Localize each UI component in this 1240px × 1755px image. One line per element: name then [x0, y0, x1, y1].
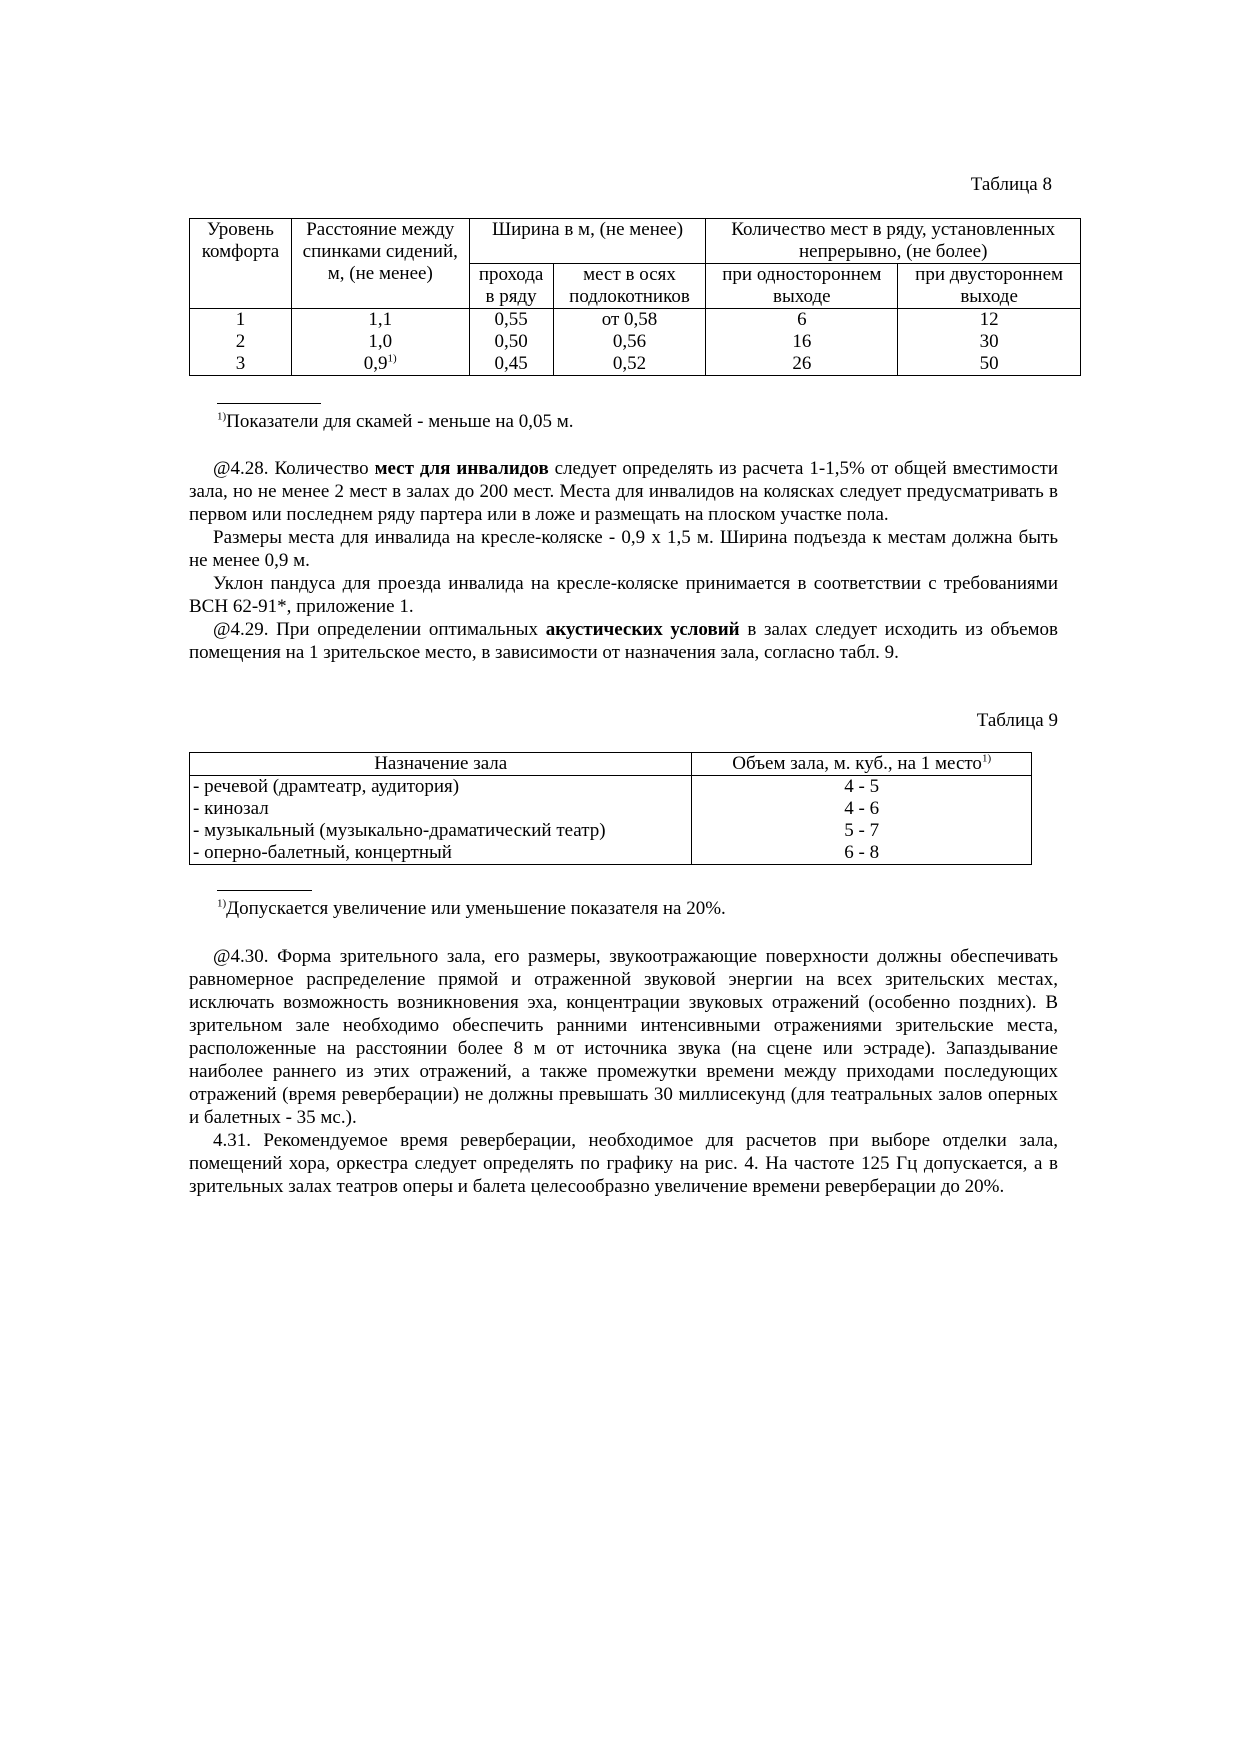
paragraph: [189, 457, 1058, 526]
table-row: [190, 842, 1032, 865]
table8-footnote: [217, 410, 573, 433]
cell-level: 2: [190, 331, 292, 353]
header-line: прохода: [478, 264, 544, 285]
cell-volume: 4 - 6: [692, 798, 1032, 820]
cell-one-side: 16: [706, 331, 898, 353]
paragraph: Размеры места для инвалида на кресле-коляске - 0,9 х 1,5 м. Ширина подъезда к местам должна быть не менее 0,9 м.: [189, 527, 1058, 571]
cell-seats: 0,52: [553, 353, 706, 376]
table8-header-seats: [553, 264, 706, 309]
cell-seats: от 0,58: [553, 309, 706, 332]
table8: [189, 218, 1081, 376]
cell-purpose: - музыкальный (музыкально-драматический театр): [190, 820, 692, 842]
text-run: @4.29. При определении оптимальных: [213, 619, 546, 640]
header-line: выходе: [773, 286, 831, 307]
header-line: подлокотников: [569, 286, 690, 307]
table8-header-width: Ширина в м, (не менее): [469, 219, 706, 264]
cell-level: 1: [190, 309, 292, 332]
table-row: [190, 820, 1032, 842]
table8-header-pass: [469, 264, 553, 309]
table8-header-two-side: [898, 264, 1081, 309]
cell-pass: 0,55: [469, 309, 553, 332]
header-line: мест в осях: [583, 264, 676, 285]
table-row: [190, 353, 1081, 376]
cell-value: 1,0: [368, 331, 393, 352]
table9-caption: Таблица 9: [976, 710, 1058, 731]
paragraph: [189, 618, 1058, 664]
footnote-mark: 1): [217, 897, 227, 910]
table-row: [190, 309, 1081, 332]
cell-two-side: 12: [898, 309, 1081, 332]
table9-footnote: [217, 897, 726, 920]
cell-purpose: - кинозал: [190, 798, 692, 820]
paragraph: Уклон пандуса для проезда инвалида на кресле-коляске принимается в соответствии с требованиями ВСН 62-91*, приложение 1.: [189, 573, 1058, 617]
cell-purpose: - речевой (драмтеатр, аудитория): [190, 776, 692, 799]
footnote-ref: 1): [387, 352, 397, 365]
header-line: Количество мест в ряду, установленных: [731, 219, 1056, 240]
cell-value: 1,1: [368, 309, 393, 330]
table-row: [190, 798, 1032, 820]
table8-header-level: [190, 219, 292, 309]
footnote-text: Допускается увеличение или уменьшение показателя на 20%.: [226, 898, 726, 919]
paragraph: 4.31. Рекомендуемое время реверберации, необходимое для расчетов при выборе отделки зала, помещений хора, оркестра следует определять по графику на рис. 4. На частоте 125 Гц допускается, а в зрительных залах театров оперы и балета целесообразно увеличение времени реверберации до 20%.: [189, 1130, 1058, 1197]
cell-distance: [291, 309, 469, 332]
header-text: Объем зала, м. куб., на 1 место: [732, 753, 982, 774]
text-run: следует определять из расчета 1-1,5% от общей вместимости зала, но не менее 2 мест в залах до 200 мест. Места для инвалидов на колясках следует предусматривать в первом или последнем ряду партера или в ложе и размещать на плоском участке пола.: [189, 458, 1058, 525]
table9-header-volume: [692, 753, 1032, 776]
cell-two-side: 50: [898, 353, 1081, 376]
footnote-mark: 1): [217, 410, 227, 423]
paragraph: @4.30. Форма зрительного зала, его размеры, звукоотражающие поверхности должны обеспечивать равномерное распределение прямой и отраженной звуковой энергии на всех зрительских местах, исключать возможность возникновения эха, концентрации звуковых отражений (особенно поздних). В зрительном зале необходимо обеспечить ранними интенсивными отражениями зрительские места, расположенные на расстоянии более 8 м от источника звука (на сцене или эстраде). Запаздывание наиболее раннего из этих отражений, а также промежутки времени между приходами последующих отражений (время реверберации) не должны превышать 30 миллисекунд (для театральных залов оперных и балетных - 35 мс.).: [189, 946, 1058, 1128]
table8-header-count: [706, 219, 1081, 264]
table8-header-distance: [291, 219, 469, 309]
header-line: выходе: [960, 286, 1018, 307]
text-run: в залах следует исходить из объемов помещения на 1 зрительское место, в зависимости от назначения зала, согласно табл. 9.: [189, 619, 1058, 663]
cell-purpose: - оперно-балетный, концертный: [190, 842, 692, 865]
header-line: непрерывно, (не более): [799, 241, 988, 262]
header-line: при одностороннем: [722, 264, 882, 285]
cell-pass: 0,45: [469, 353, 553, 376]
cell-volume: 4 - 5: [692, 776, 1032, 799]
section-4-28: [189, 457, 1058, 664]
header-line: Расстояние между: [306, 219, 455, 240]
cell-one-side: 6: [706, 309, 898, 332]
bold-text: акустических условий: [545, 619, 740, 640]
cell-distance: [291, 353, 469, 376]
cell-value: 0,9: [363, 353, 388, 374]
cell-two-side: 30: [898, 331, 1081, 353]
cell-volume: 5 - 7: [692, 820, 1032, 842]
cell-seats: 0,56: [553, 331, 706, 353]
table8-caption: Таблица 8: [970, 174, 1052, 195]
header-line: спинками сидений,: [302, 241, 458, 262]
table-row: [190, 331, 1081, 353]
cell-level: 3: [190, 353, 292, 376]
cell-pass: 0,50: [469, 331, 553, 353]
cell-one-side: 26: [706, 353, 898, 376]
footnote-separator: [217, 890, 312, 891]
table9-header-purpose: Назначение зала: [190, 753, 692, 776]
table-row: [190, 776, 1032, 799]
footnote-separator: [217, 403, 321, 404]
header-line: Уровень: [207, 219, 274, 240]
header-line: м, (не менее): [327, 263, 433, 284]
header-line: в ряду: [485, 286, 537, 307]
header-line: комфорта: [201, 241, 280, 262]
bold-text: мест для инвалидов: [374, 458, 549, 479]
footnote-ref: 1): [981, 752, 992, 765]
footnote-text: Показатели для скамей - меньше на 0,05 м.: [226, 411, 574, 432]
cell-volume: 6 - 8: [692, 842, 1032, 865]
cell-distance: [291, 331, 469, 353]
table9: [189, 752, 1032, 865]
header-line: при двустороннем: [915, 264, 1064, 285]
table8-header-one-side: [706, 264, 898, 309]
section-4-30: [189, 945, 1058, 1198]
text-run: @4.28. Количество: [213, 458, 375, 479]
